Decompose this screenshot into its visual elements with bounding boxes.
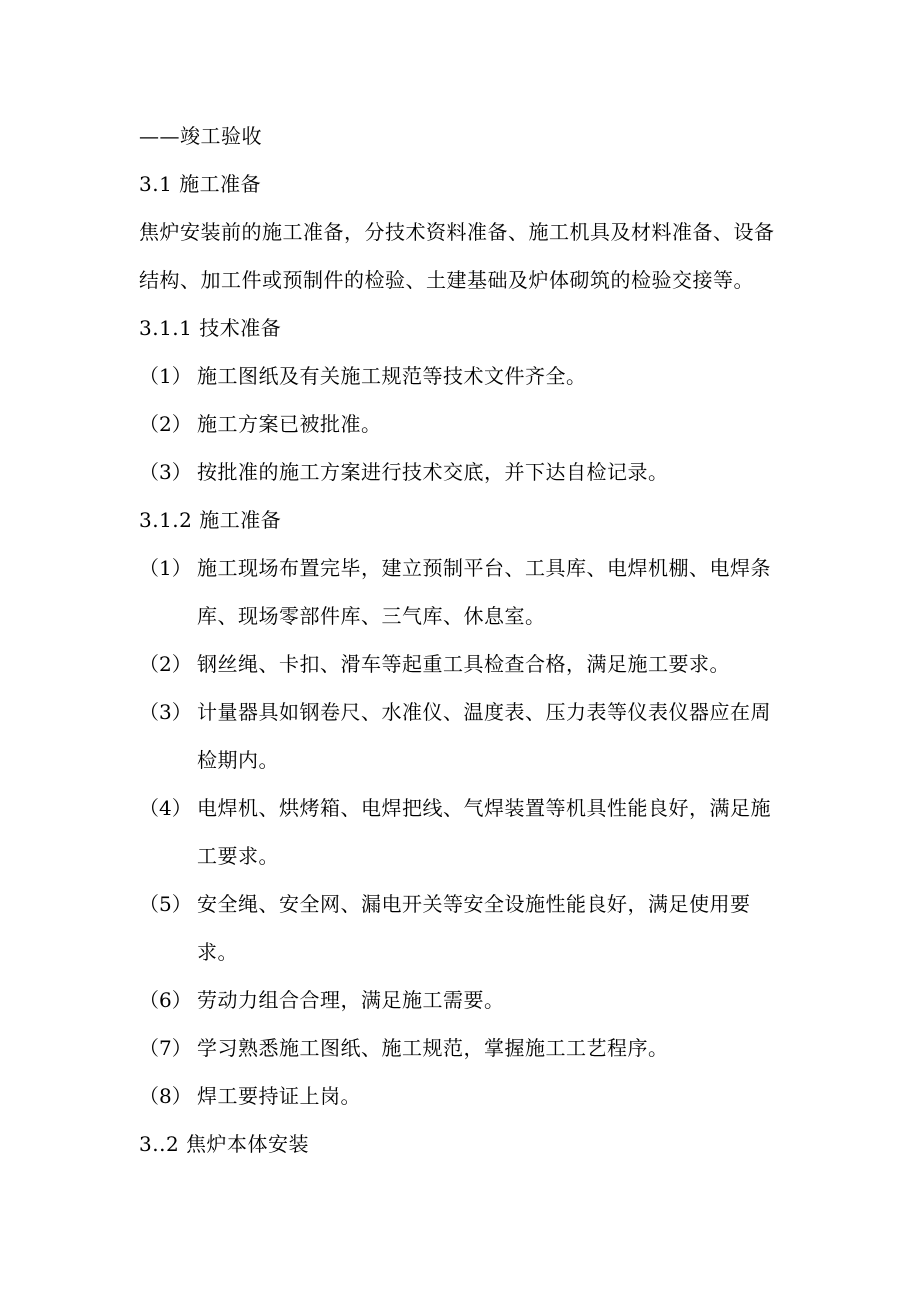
- item-number: （3）: [139, 700, 192, 724]
- heading-3-1-1: 3.1.1 技术准备: [139, 316, 282, 340]
- item-text: 劳动力组合合理，满足施工需要。: [197, 988, 505, 1012]
- heading-3-1: 3.1 施工准备: [139, 172, 262, 196]
- item-number: （2）: [139, 652, 192, 676]
- item-text: 安全绳、安全网、漏电开关等安全设施性能良好，满足使用要求。: [197, 892, 751, 964]
- item-number: （6）: [139, 988, 192, 1012]
- item-number: （3）: [139, 460, 192, 484]
- item-number: （5）: [139, 892, 192, 916]
- tech-item-1: [139, 362, 789, 400]
- completion-line: ——竣工验收: [139, 124, 262, 148]
- item-number: （7）: [139, 1036, 192, 1060]
- prep-item-8: [139, 1082, 789, 1120]
- prep-item-5: [139, 890, 789, 976]
- item-text: 施工图纸及有关施工规范等技术文件齐全。: [197, 364, 587, 388]
- tech-item-3: [139, 458, 789, 496]
- tech-item-2: [139, 410, 789, 448]
- prep-item-1: [139, 554, 789, 640]
- intro-paragraph: 焦炉安装前的施工准备，分技术资料准备、施工机具及材料准备、设备结构、加工件或预制件的检验、土建基础及炉体砌筑的检验交接等。: [139, 220, 775, 292]
- item-number: （1）: [139, 556, 192, 580]
- item-text: 施工现场布置完毕，建立预制平台、工具库、电焊机棚、电焊条库、现场零部件库、三气库、休息室。: [197, 556, 771, 628]
- prep-item-7: [139, 1034, 789, 1072]
- item-text: 学习熟悉施工图纸、施工规范，掌握施工工艺程序。: [197, 1036, 669, 1060]
- item-number: （4）: [139, 796, 192, 820]
- item-number: （8）: [139, 1084, 192, 1108]
- item-text: 电焊机、烘烤箱、电焊把线、气焊装置等机具性能良好，满足施工要求。: [197, 796, 771, 868]
- item-text: 按批准的施工方案进行技术交底，并下达自检记录。: [197, 460, 669, 484]
- item-text: 计量器具如钢卷尺、水准仪、温度表、压力表等仪表仪器应在周检期内。: [197, 700, 771, 772]
- item-text: 钢丝绳、卡扣、滑车等起重工具检查合格，满足施工要求。: [197, 652, 730, 676]
- item-text: 施工方案已被批准。: [197, 412, 382, 436]
- item-text: 焊工要持证上岗。: [197, 1084, 361, 1108]
- prep-item-4: [139, 794, 789, 880]
- prep-item-6: [139, 986, 789, 1024]
- heading-3-2: 3..2 焦炉本体安装: [139, 1132, 310, 1156]
- prep-item-2: [139, 650, 789, 688]
- heading-3-1-2: 3.1.2 施工准备: [139, 508, 282, 532]
- prep-item-3: [139, 698, 789, 784]
- item-number: （2）: [139, 412, 192, 436]
- item-number: （1）: [139, 364, 192, 388]
